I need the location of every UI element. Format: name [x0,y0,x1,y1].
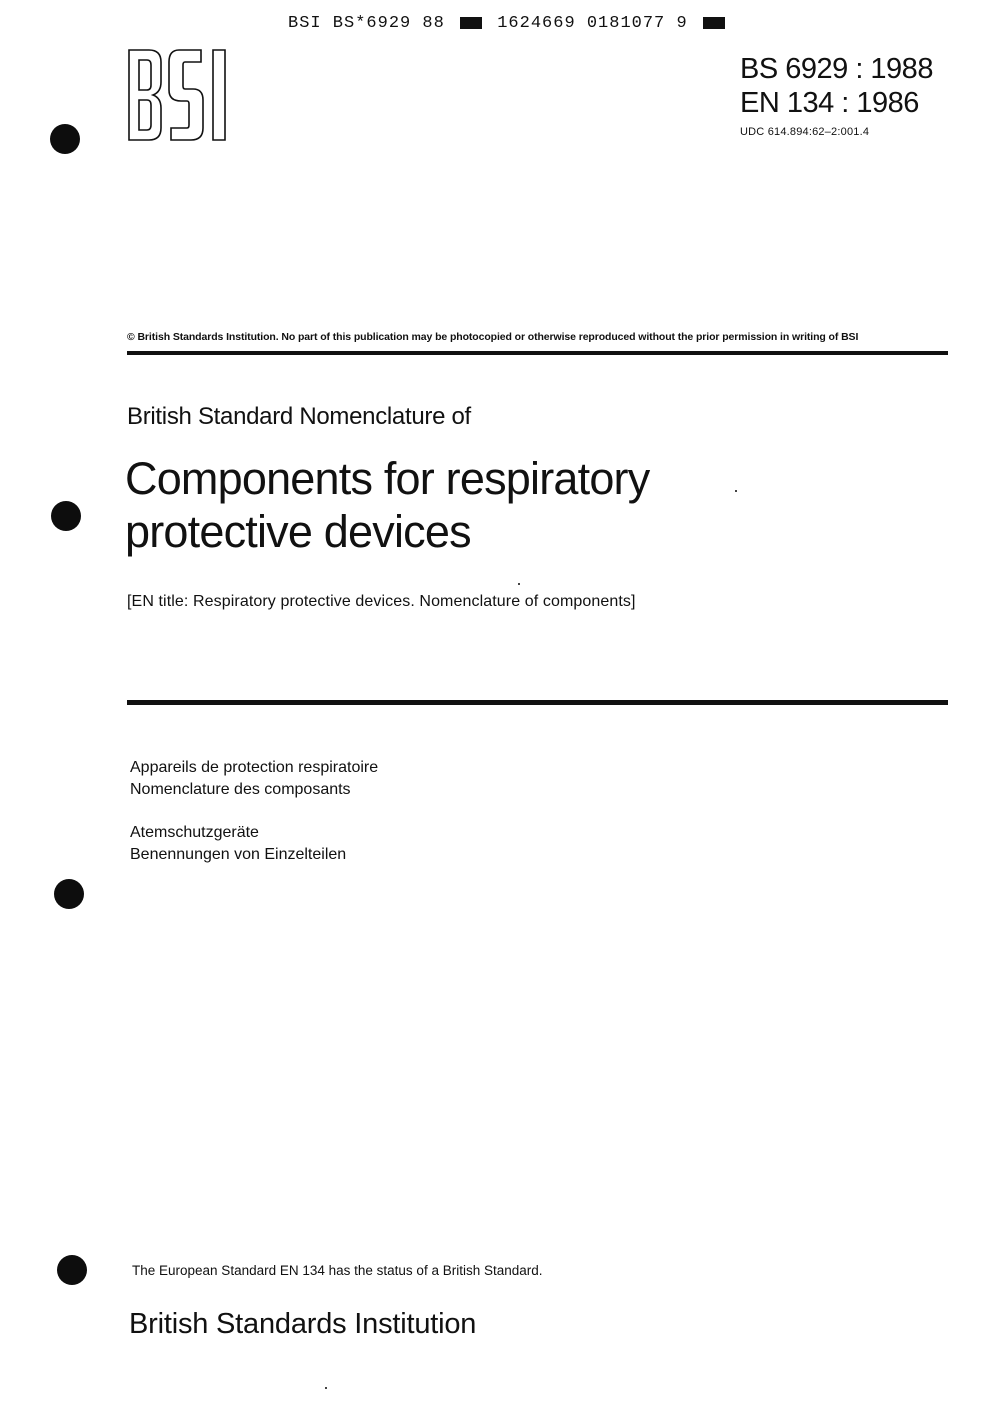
punch-hole [51,501,81,531]
page-title [125,452,649,558]
header-code-line [288,14,729,33]
publisher-name: British Standards Institution [129,1308,477,1340]
header-code-part1: BSI BS*6929 88 [288,14,445,33]
bsi-logo [127,48,235,142]
udc-code: UDC 614.894:62–2:001.4 [740,126,870,138]
punch-hole [54,879,84,909]
barcode-block [703,17,725,29]
divider-rule [127,351,948,355]
copyright-notice: © British Standards Institution. No part of this publication may be photocopied or otherwise reproduced without the prior permission in writing of BSI [127,331,859,343]
scan-speck [735,490,737,492]
french-line-1: Appareils de protection respiratoire [130,759,379,776]
french-title [130,757,378,801]
title-line-1: Components for respiratory [125,453,650,504]
scan-speck [518,583,520,585]
german-title [130,822,346,866]
barcode-block [460,17,482,29]
german-line-2: Benennungen von Einzelteilen [130,846,347,863]
pre-title: British Standard Nomenclature of [127,403,471,430]
bs-number: BS 6929 : 1988 [740,53,933,85]
german-line-1: Atemschutzgeräte [130,824,259,841]
title-line-2: protective devices [125,506,471,557]
scan-speck [325,1387,327,1389]
punch-hole [57,1255,87,1285]
en-number: EN 134 : 1986 [740,87,919,119]
en-title: [EN title: Respiratory protective devices. Nomenclature of components] [127,593,636,610]
punch-hole [50,124,80,154]
divider-rule [127,700,948,705]
status-note: The European Standard EN 134 has the status of a British Standard. [132,1263,543,1278]
standard-numbers [740,52,933,120]
header-code-part2: 1624669 0181077 9 [497,14,688,33]
french-line-2: Nomenclature des composants [130,781,351,798]
